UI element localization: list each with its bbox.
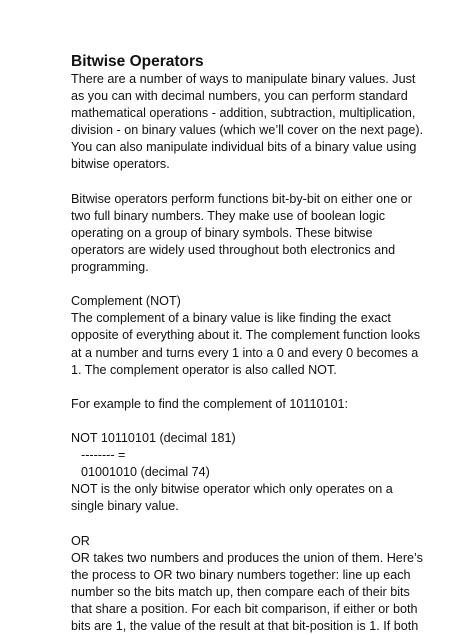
paragraph-line: the process to OR two binary numbers together: line up each xyxy=(71,567,411,582)
paragraph-line: two full binary numbers. They make use of boolean logic xyxy=(71,208,386,223)
paragraph-line: 1. The complement operator is also called NOT. xyxy=(71,362,337,377)
paragraph-line: Bitwise operators perform functions bit-by-bit on either one or xyxy=(71,191,412,206)
paragraph-line: operators are widely used throughout both electronics and xyxy=(71,242,396,257)
spacer xyxy=(71,515,411,532)
paragraph-line: that share a position. For each bit comparison, if either or both xyxy=(71,601,418,616)
paragraph-line: mathematical operations - addition, subtraction, multiplication, xyxy=(71,106,416,121)
paragraph-line: OR takes two numbers and produces the union of them. Here’s xyxy=(71,550,423,565)
paragraph-line: There are a number of ways to manipulate binary values. Just xyxy=(71,72,416,86)
paragraph-line: operating on a group of binary symbols. These bitwise xyxy=(71,225,373,240)
paragraph-line: number so the bits match up, then compare each of their bits xyxy=(71,584,410,599)
or-heading: OR xyxy=(71,533,90,548)
page-title: Bitwise Operators xyxy=(71,53,204,70)
paragraph-line: at a number and turns every 1 into a 0 and every 0 becomes a xyxy=(71,345,419,360)
intro-paragraph xyxy=(71,71,424,174)
paragraph-line: division - on binary values (which we’ll cover on the next page). xyxy=(71,123,424,138)
example-block xyxy=(71,430,411,481)
document-page xyxy=(71,52,424,635)
example-line-3: 01001010 (decimal 74) xyxy=(81,465,210,480)
paragraph-line: single binary value. xyxy=(71,499,179,514)
paragraph-line: bits are 1, the value of the result at that bit-position is 1. If both xyxy=(71,619,419,633)
spacer xyxy=(71,276,411,293)
spacer xyxy=(71,413,411,430)
bitwise-paragraph xyxy=(71,191,411,276)
example-line-1: NOT 10110101 (decimal 181) xyxy=(71,430,236,445)
paragraph-line: bitwise operators. xyxy=(71,157,170,172)
complement-heading: Complement (NOT) xyxy=(71,294,181,309)
example-line-2: -------- = xyxy=(81,448,126,463)
paragraph-line: programming. xyxy=(71,260,149,275)
paragraph-line: as you can with decimal numbers, you can perform standard xyxy=(71,89,408,104)
example-intro: For example to find the complement of 10110101: xyxy=(71,396,348,411)
paragraph-line: You can also manipulate individual bits of a binary value using xyxy=(71,140,417,155)
not-note-paragraph xyxy=(71,481,411,515)
or-paragraph xyxy=(71,550,423,635)
spacer xyxy=(71,174,411,191)
paragraph-line: opposite of everything about it. The complement function looks xyxy=(71,328,421,343)
complement-paragraph xyxy=(71,310,421,378)
paragraph-line: NOT is the only bitwise operator which only operates on a xyxy=(71,482,393,497)
paragraph-line: The complement of a binary value is like finding the exact xyxy=(71,311,391,326)
spacer xyxy=(71,379,411,396)
